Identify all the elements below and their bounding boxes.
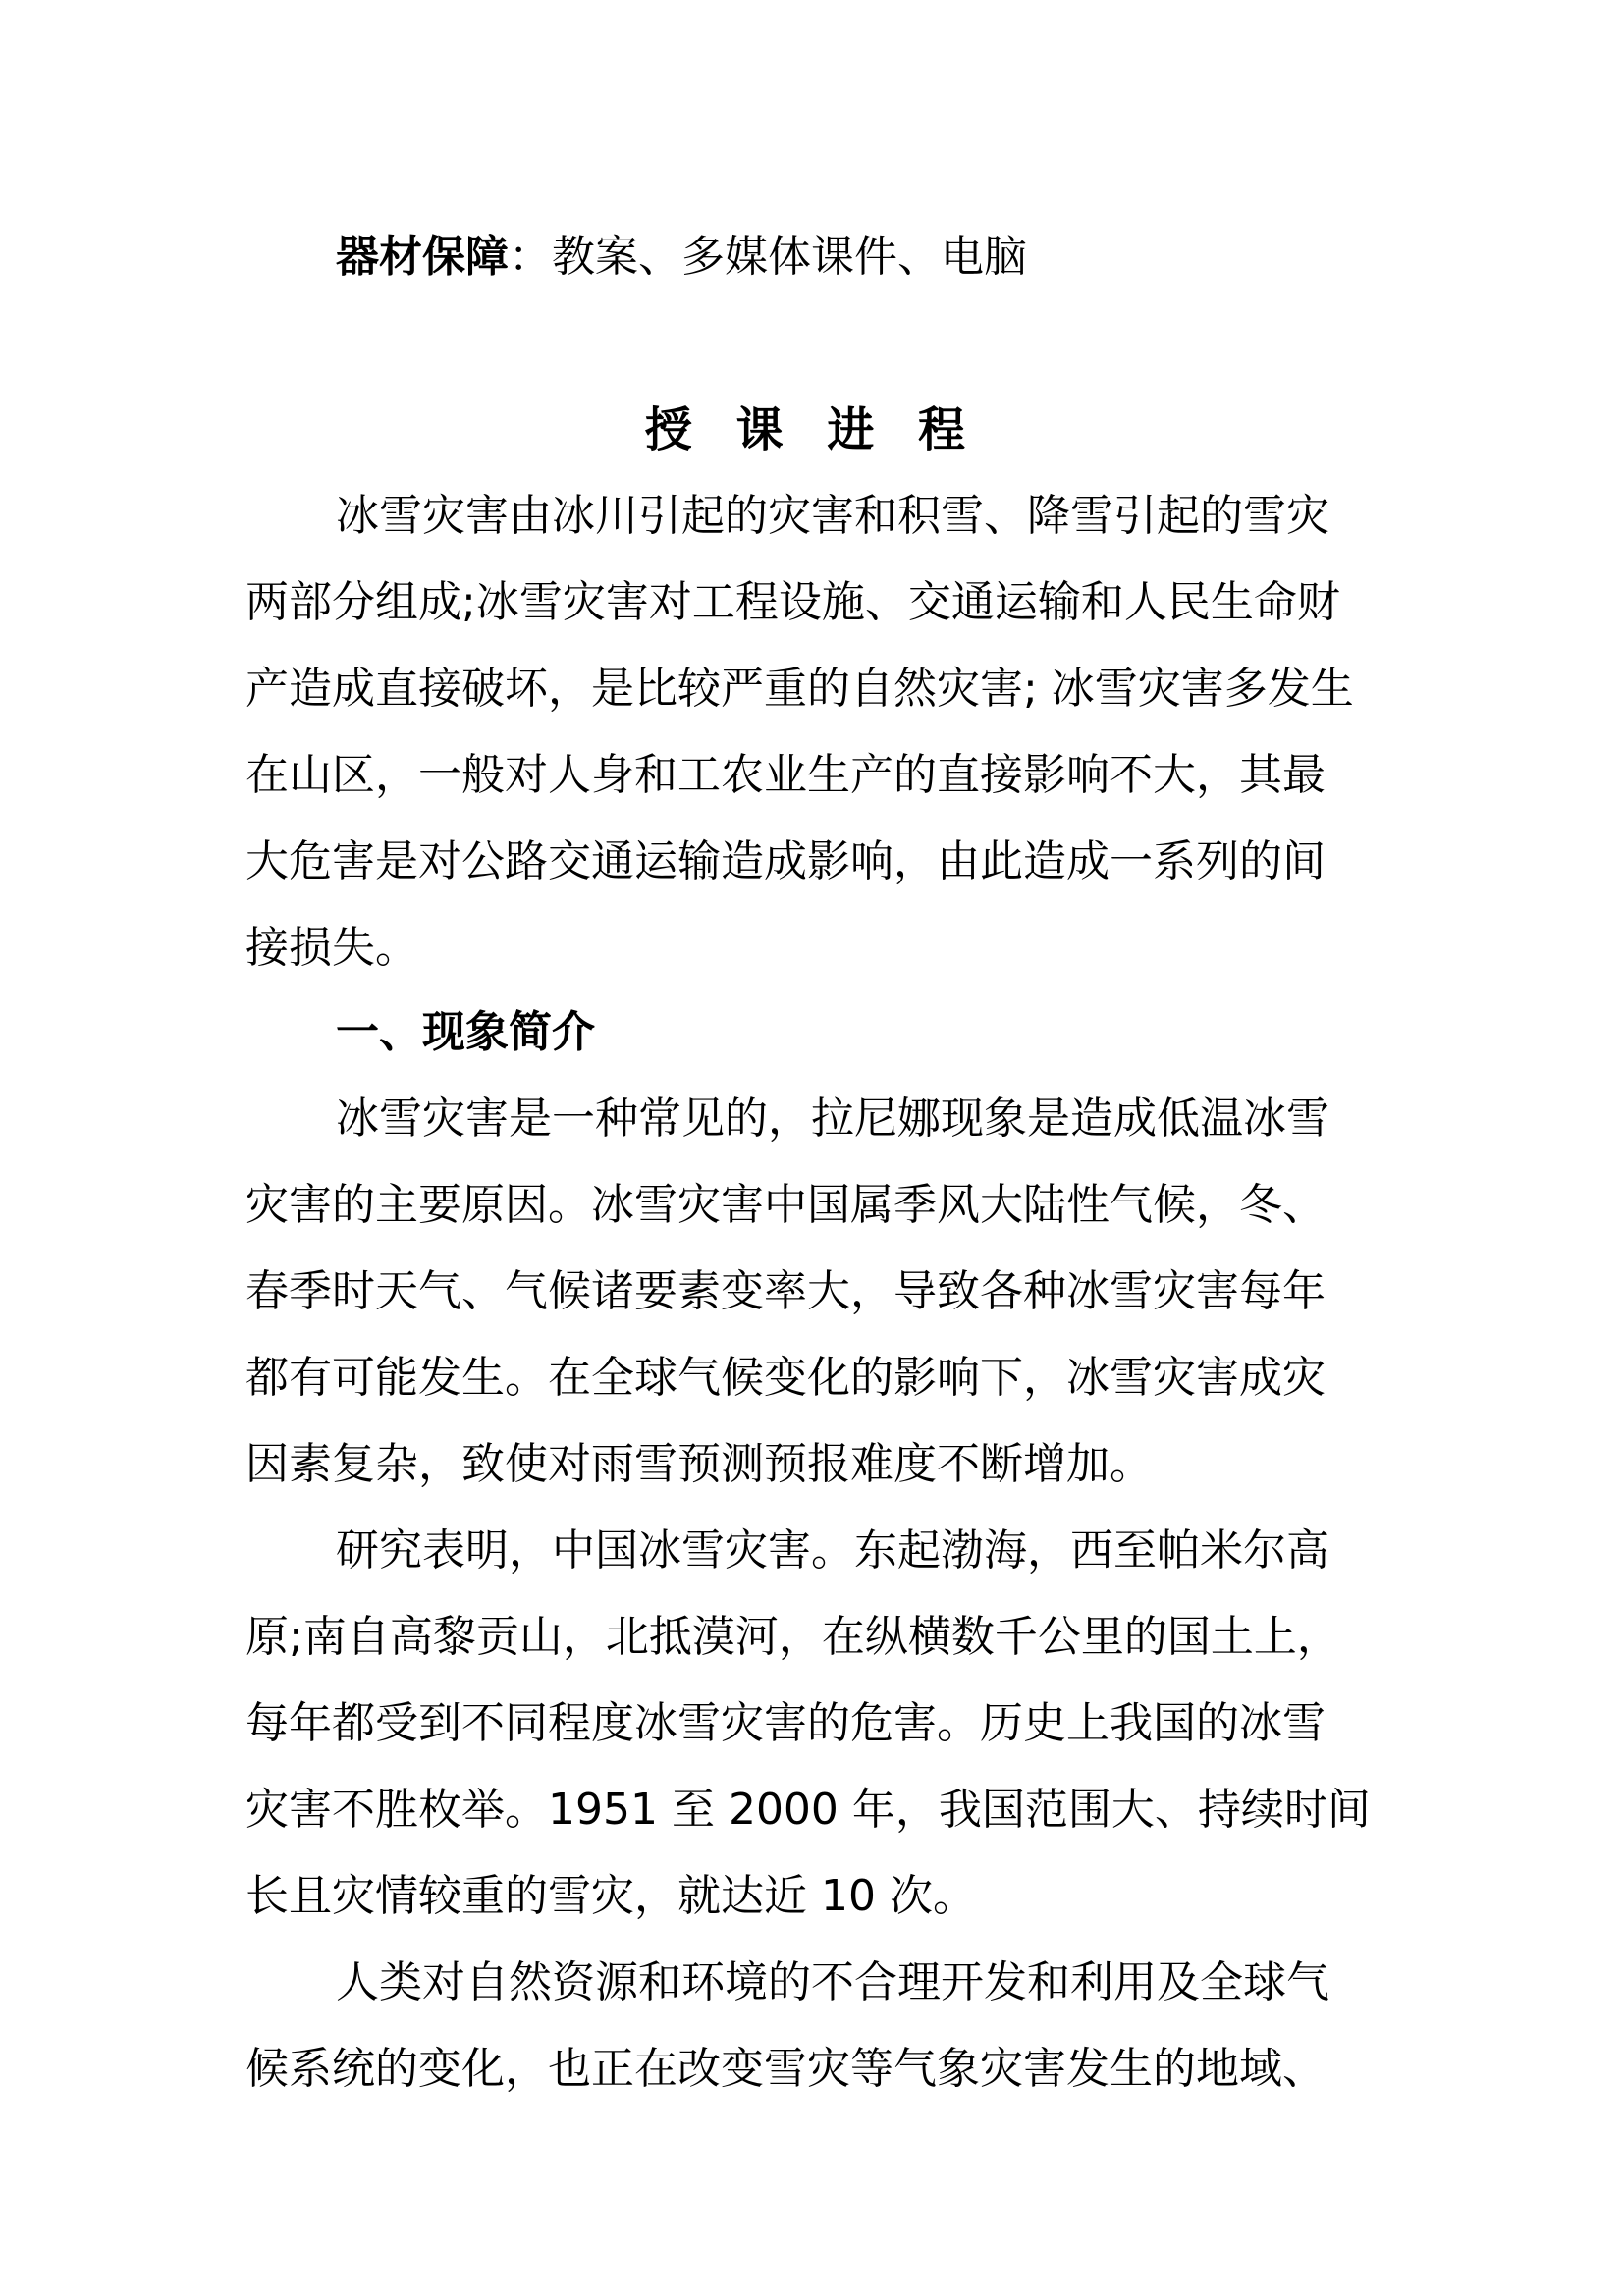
para2-line: 研究表明，中国冰雪灾害。东起渤海，西至帕米尔高 bbox=[336, 1525, 1329, 1575]
equipment-line bbox=[336, 226, 1485, 289]
intro-line: 两部分组成;冰雪灾害对工程设施、交通运输和人民生命财 bbox=[245, 577, 1340, 627]
para1-line: 冰雪灾害是一种常见的，拉尼娜现象是造成低温冰雪 bbox=[336, 1094, 1329, 1144]
intro-line: 大危害是对公路交通运输造成影响，由此造成一系列的间 bbox=[245, 836, 1326, 886]
para2-line: 长且灾情较重的雪灾，就达近 10 次。 bbox=[245, 1871, 976, 1921]
heading-phenomenon-intro: 一、现象简介 bbox=[336, 1007, 595, 1057]
para2-line: 每年都受到不同程度冰雪灾害的危害。历史上我国的冰雪 bbox=[245, 1698, 1326, 1748]
intro-line: 接损失。 bbox=[245, 923, 418, 973]
intro-line: 产造成直接破坏，是比较严重的自然灾害; 冰雪灾害多发生 bbox=[245, 664, 1354, 714]
intro-line: 在山区，一般对人身和工农业生产的直接影响不大，其最 bbox=[245, 750, 1326, 800]
para2-line: 原;南自高黎贡山，北抵漠河，在纵横数千公里的国土上， bbox=[245, 1612, 1340, 1662]
equipment-value: 教案、多媒体课件、电脑 bbox=[552, 232, 1027, 282]
equipment-separator: ： bbox=[509, 232, 552, 282]
para1-line: 因素复杂，致使对雨雪预测预报难度不断增加。 bbox=[245, 1439, 1153, 1489]
para2-line: 灾害不胜枚举。1951 至 2000 年，我国范围大、持续时间 bbox=[245, 1785, 1371, 1835]
intro-line: 冰雪灾害由冰川引起的灾害和积雪、降雪引起的雪灾 bbox=[336, 491, 1329, 541]
para3-line: 候系统的变化，也正在改变雪灾等气象灾害发生的地域、 bbox=[245, 2044, 1326, 2094]
para1-line: 春季时天气、气候诸要素变率大，导致各种冰雪灾害每年 bbox=[245, 1266, 1326, 1316]
section-title: 授 课 进 程 bbox=[644, 402, 980, 457]
equipment-label: 器材保障 bbox=[336, 232, 509, 282]
para1-line: 都有可能发生。在全球气候变化的影响下，冰雪灾害成灾 bbox=[245, 1353, 1326, 1403]
para1-line: 灾害的主要原因。冰雪灾害中国属季风大陆性气候，冬、 bbox=[245, 1180, 1326, 1230]
para3-line: 人类对自然资源和环境的不合理开发和利用及全球气 bbox=[336, 1957, 1329, 2007]
